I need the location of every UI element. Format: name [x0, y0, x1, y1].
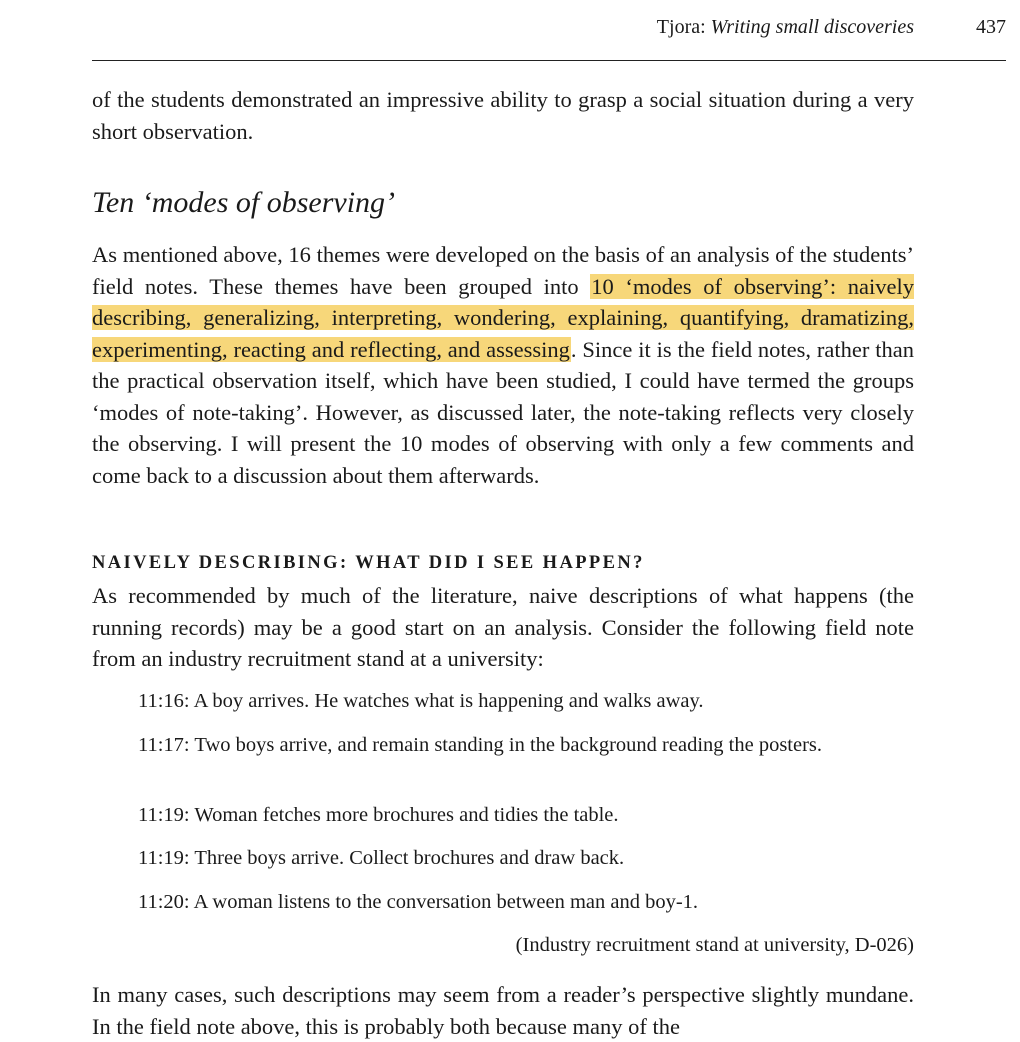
header-author: Tjora: [656, 16, 706, 38]
paragraph-continuation: of the students demonstrated an impressive ability to grasp a social situation during a very short observation. [92, 87, 914, 144]
section-heading: Ten ‘modes of observing’ [92, 186, 396, 219]
running-header [92, 14, 1006, 61]
page-number: 437 [976, 16, 1006, 38]
subsection-heading: NAIVELY DESCRIBING: WHAT DID I SEE HAPPEN? [92, 553, 645, 573]
highlighted-text[interactable]: 10 ‘modes of observing’: naively describing, generalizing, interpreting, wondering, explaining, quantifying, dramatizing, experimenting, reacting and reflecting, and assessing [92, 273, 914, 362]
field-note-line: 11:16: A boy arrives. He watches what is happening and walks away. [138, 690, 704, 712]
paragraph-discussion: In many cases, such descriptions may seem from a reader’s perspective slightly mundane. In the field note above, this is probably both because many of the [92, 982, 914, 1039]
field-note-line: 11:19: Three boys arrive. Collect brochures and draw back. [138, 847, 625, 869]
field-note-line: 11:17: Two boys arrive, and remain standing in the background reading the posters. [138, 734, 823, 756]
field-note-citation: (Industry recruitment stand at university, D-026) [515, 934, 914, 956]
field-note-line: 11:19: Woman fetches more brochures and tidies the table. [138, 804, 619, 826]
field-note-line: 11:20: A woman listens to the conversation between man and boy-1. [138, 891, 699, 913]
paragraph-modes-intro [92, 239, 914, 491]
running-header-title [657, 16, 914, 39]
paragraph-modes-intro-start: As mentioned above, 16 themes were developed on the basis of an analysis of the students’ field notes. These themes have been grouped into [92, 242, 914, 299]
paragraph-naive-describing: As recommended by much of the literature, naive descriptions of what happens (the running records) may be a good start on an analysis. Consider the following field note from an industry recruitment stand at a university: [92, 583, 914, 671]
paragraph-modes-intro-end: . Since it is the field notes, rather than the practical observation itself, which have been studied, I could have termed the groups ‘modes of note-taking’. However, as discussed later, the note-taking reflects very closely the observing. I will present the 10 modes of observing with only a few comments and come back to a discussion about them afterwards. [92, 336, 914, 488]
header-article-title: Writing small discoveries [710, 16, 914, 38]
